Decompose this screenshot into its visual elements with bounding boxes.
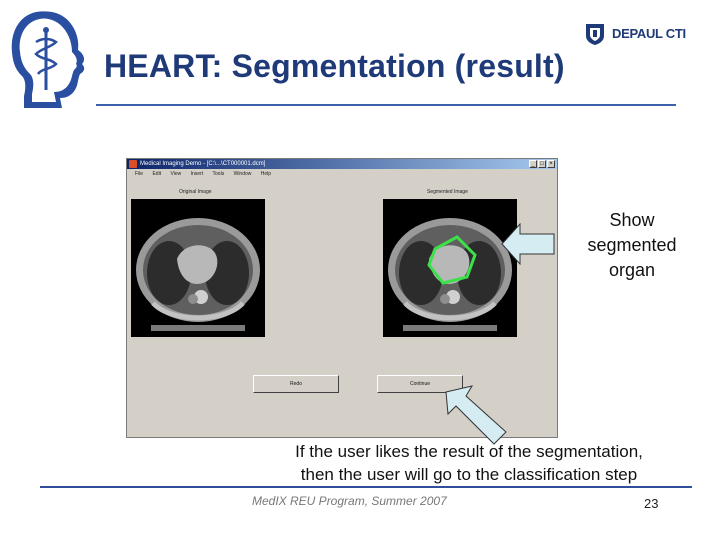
segmented-image-label: Segmented Image [427, 189, 468, 195]
callout-organ-line-1: Show [609, 210, 655, 230]
menu-view[interactable]: View [170, 171, 182, 177]
callout-arrow-up-icon [440, 384, 510, 446]
result-callout [234, 440, 704, 486]
close-button[interactable]: × [547, 160, 555, 168]
slicer-logo-icon [6, 8, 92, 112]
depaul-shield-icon [584, 22, 606, 46]
footer-program-text: MedIX REU Program, Summer 2007 [252, 494, 447, 508]
callout-arrow-right-icon [500, 222, 556, 266]
page-number: 23 [644, 496, 659, 511]
menu-tools[interactable]: Tools [212, 171, 225, 177]
original-ct-image [131, 199, 265, 337]
menu-insert[interactable]: Insert [190, 171, 204, 177]
menu-help[interactable]: Help [260, 171, 272, 177]
callout-result-line-1: If the user likes the result of the segmentation, [295, 442, 643, 461]
segmented-organ-callout [576, 208, 688, 283]
footer-divider [40, 486, 692, 488]
depaul-cti-logo [584, 22, 684, 48]
callout-organ-line-3: organ [608, 260, 656, 280]
menu-bar [127, 169, 557, 179]
window-title: Medical Imaging Demo - [C:\...\CT000001.dcm] [140, 161, 266, 167]
callout-organ-line-2: segmented [587, 235, 677, 255]
segmented-ct-image [383, 199, 517, 337]
menu-file[interactable]: File [135, 171, 144, 177]
maximize-button[interactable]: □ [538, 160, 546, 168]
menu-window[interactable]: Window [233, 171, 252, 177]
minimize-button[interactable]: _ [529, 160, 537, 168]
app-icon [129, 160, 137, 168]
title-divider [96, 104, 676, 106]
continue-button[interactable]: Continue [377, 375, 463, 393]
menu-edit[interactable]: Edit [152, 171, 162, 177]
original-image-label: Original Image [179, 189, 212, 195]
window-titlebar [127, 159, 557, 169]
redo-button[interactable]: Redo [253, 375, 339, 393]
callout-result-line-2: then the user will go to the classification step [300, 465, 638, 484]
slide-title: HEART: Segmentation (result) [104, 48, 565, 84]
depaul-logo-text: DEPAUL CTI [612, 26, 686, 41]
